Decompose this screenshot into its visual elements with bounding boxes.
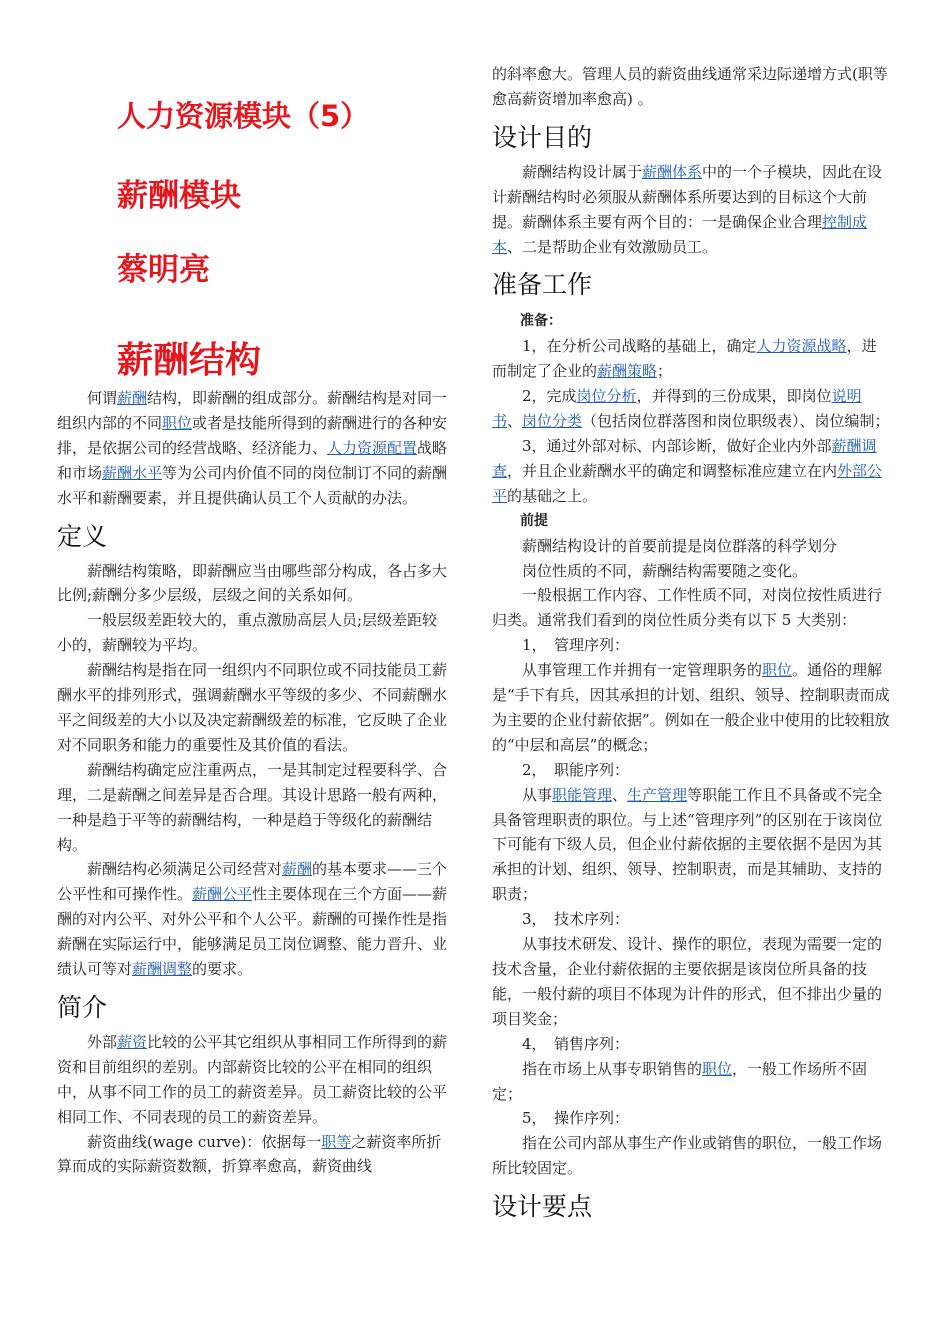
category-4-title: 4， 销售序列： bbox=[522, 1034, 630, 1053]
link-hr-strategy[interactable]: 人力资源战略 bbox=[756, 337, 847, 356]
link-position[interactable]: 职位 bbox=[162, 413, 193, 432]
category-4-desc: 指在市场上从事专职销售的职位，一般工作场所不固定； bbox=[492, 1059, 868, 1103]
link-production-mgmt[interactable]: 生产管理 bbox=[627, 785, 688, 804]
category-5-desc: 指在公司内部从事生产作业或销售的职位，一般工作场所比较固定。 bbox=[492, 1134, 883, 1178]
intro-paragraph-2: 薪资曲线(wage curve)：依据每一职等之薪资率所折算而成的实际薪资数额，折算率愈高，薪资曲线 bbox=[57, 1132, 442, 1176]
prep-label: 准备： bbox=[520, 313, 562, 330]
link-salary-adjust[interactable]: 薪酬调整 bbox=[132, 960, 193, 979]
link-cost-control[interactable]: 控制成本 bbox=[492, 212, 868, 256]
link-salary-level[interactable]: 薪酬水平 bbox=[102, 463, 163, 482]
premise-paragraph: 一般根据工作内容、工作性质不同，对岗位按性质进行归类。通常我们看到的岗位性质分类有以下 5 大类别： bbox=[492, 586, 883, 630]
category-2-title: 2， 职能序列： bbox=[522, 760, 630, 779]
link-job-description[interactable]: 说明书 bbox=[492, 387, 862, 431]
prep-item-2: 2，完成岗位分析，并得到的三份成果，即岗位说明书、岗位分类（包括岗位群落图和岗位职级表）、岗位编制； bbox=[492, 387, 890, 431]
link-salary[interactable]: 薪酬 bbox=[117, 389, 148, 407]
premise-label: 前提 bbox=[520, 512, 548, 529]
title-submodule: 薪酬模块 bbox=[117, 178, 241, 214]
title-section: 薪酬结构 bbox=[117, 340, 262, 381]
category-1-desc: 从事管理工作并拥有一定管理职务的职位。通俗的理解是“手下有兵，因其承担的计划、组织、领导、控制职责而成为主要的企业付薪依据”。例如在一般企业中使用的比较粗放的“中层和高层”的概念； bbox=[492, 661, 890, 754]
link-position-2[interactable]: 职位 bbox=[762, 661, 793, 680]
intro-paragraph: 何谓薪酬结构，即薪酬的组成部分。薪酬结构是对同一组织内部的不同职位或者是技能所得到的薪酬进行的各种安排，是依据公司的经营战略、经济能力、人力资源配置战略和市场薪酬水平等为公司内价值不同的岗位制订不同的薪酬水平和薪酬要素，并且提供确认员工个人贡献的办法。 bbox=[57, 389, 448, 507]
def-paragraph-5: 薪酬结构必须满足公司经营对薪酬的基本要求——三个公平性和可操作性。薪酬公平性主要体现在三个方面——薪酬的对内公平、对外公平和个人公平。薪酬的可操作性是指薪酬在实际运行中，能够满足员工岗位调整、能力晋升、业绩认可等对薪酬调整的要求。 bbox=[57, 860, 448, 979]
link-position-3[interactable]: 职位 bbox=[702, 1059, 733, 1078]
category-5-title: 5， 操作序列： bbox=[522, 1109, 630, 1128]
link-salary-2[interactable]: 薪酬 bbox=[282, 860, 313, 879]
link-wage[interactable]: 薪资 bbox=[117, 1032, 148, 1051]
link-salary-fairness[interactable]: 薪酬公平 bbox=[192, 885, 253, 904]
title-author: 蔡明亮 bbox=[117, 252, 210, 288]
title-module: 人力资源模块（5） bbox=[117, 99, 370, 133]
intro-paragraph-1: 外部薪资比较的公平其它组织从事相同工作所得到的薪资和目前组织的差别。内部薪资比较的公平在相同的组织中，从事不同工作的员工的薪资差异。员工薪资比较的公平相同工作、不同表现的员工的薪资差异。 bbox=[57, 1032, 448, 1126]
category-3-desc: 从事技术研发、设计、操作的职位，表现为需要一定的技术含量，企业付薪依据的主要依据是该岗位所具备的技能，一般付薪的项目不体现为计件的形式，但不排出少量的项目奖金； bbox=[492, 935, 883, 1028]
link-external-fairness[interactable]: 外部公平 bbox=[492, 461, 883, 505]
link-salary-system[interactable]: 薪酬体系 bbox=[642, 162, 703, 181]
purpose-paragraph: 薪酬结构设计属于薪酬体系中的一个子模块，因此在设计薪酬结构时必须服从薪酬体系所要达到的目标这个大前提。薪酬体系主要有两个目的：一是确保企业合理控制成本、二是帮助企业有效激励员工。 bbox=[492, 162, 883, 256]
link-job-classification[interactable]: 岗位分类 bbox=[522, 412, 583, 431]
heading-purpose: 设计目的 bbox=[492, 122, 593, 152]
link-hr-allocation[interactable]: 人力资源配置 bbox=[327, 438, 418, 457]
prep-item-1: 1，在分析公司战略的基础上，确定人力资源战略，进而制定了企业的薪酬策略； bbox=[492, 337, 877, 381]
link-job-grade[interactable]: 职等 bbox=[321, 1132, 352, 1151]
premise-line-2: 岗位性质的不同，薪酬结构需要随之变化。 bbox=[522, 561, 808, 580]
def-paragraph-1: 薪酬结构策略，即薪酬应当由哪些部分构成，各占多大比例;薪酬分多少层级，层级之间的关系如何。 bbox=[57, 561, 448, 605]
def-paragraph-4: 薪酬结构确定应注重两点，一是其制定过程要科学、合理，二是薪酬之间差异是否合理。其设计思路一般有两种，一种是趋于平等的薪酬结构，一种是趋于等级化的薪酬结构。 bbox=[57, 760, 448, 854]
category-2-desc: 从事职能管理、生产管理等职能工作且不具备或不完全具备管理职责的职位。与上述“管理序列”的区别在于该岗位下可能有下级人员，但企业付薪依据的主要依据不是因为其承担的计划、组织、领导、控制职责，而是其辅助、支持的职责； bbox=[492, 785, 883, 904]
heading-preparation: 准备工作 bbox=[492, 270, 593, 300]
def-paragraph-2: 一般层级差距较大的，重点激励高层人员;层级差距较小的，薪酬较为平均。 bbox=[57, 611, 438, 655]
heading-definition: 定义 bbox=[57, 521, 108, 551]
premise-line-1: 薪酬结构设计的首要前提是岗位群落的科学划分 bbox=[522, 536, 838, 555]
heading-intro: 简介 bbox=[57, 992, 108, 1022]
category-1-title: 1， 管理序列： bbox=[522, 636, 630, 655]
heading-design-points: 设计要点 bbox=[492, 1192, 593, 1222]
link-job-analysis[interactable]: 岗位分析 bbox=[576, 387, 637, 406]
link-salary-survey[interactable]: 薪酬调查 bbox=[492, 436, 877, 480]
category-3-title: 3， 技术序列： bbox=[522, 910, 630, 929]
def-paragraph-3: 薪酬结构是指在同一组织内不同职位或不同技能员工薪酬水平的排列形式，强调薪酬水平等级的多少、不同薪酬水平之间级差的大小以及决定薪酬级差的标准，它反映了企业对不同职务和能力的重要性及其价值的看法。 bbox=[57, 661, 448, 754]
link-salary-strategy[interactable]: 薪酬策略 bbox=[597, 362, 658, 381]
prep-item-3: 3，通过外部对标、内部诊断，做好企业内外部薪酬调查，并且企业薪酬水平的确定和调整标准应建立在内外部公平的基础之上。 bbox=[492, 436, 883, 505]
link-functional-mgmt[interactable]: 职能管理 bbox=[552, 785, 613, 804]
continued-paragraph: 的斜率愈大。管理人员的薪资曲线通常采边际递增方式(职等愈高薪资增加率愈高) 。 bbox=[492, 65, 888, 108]
